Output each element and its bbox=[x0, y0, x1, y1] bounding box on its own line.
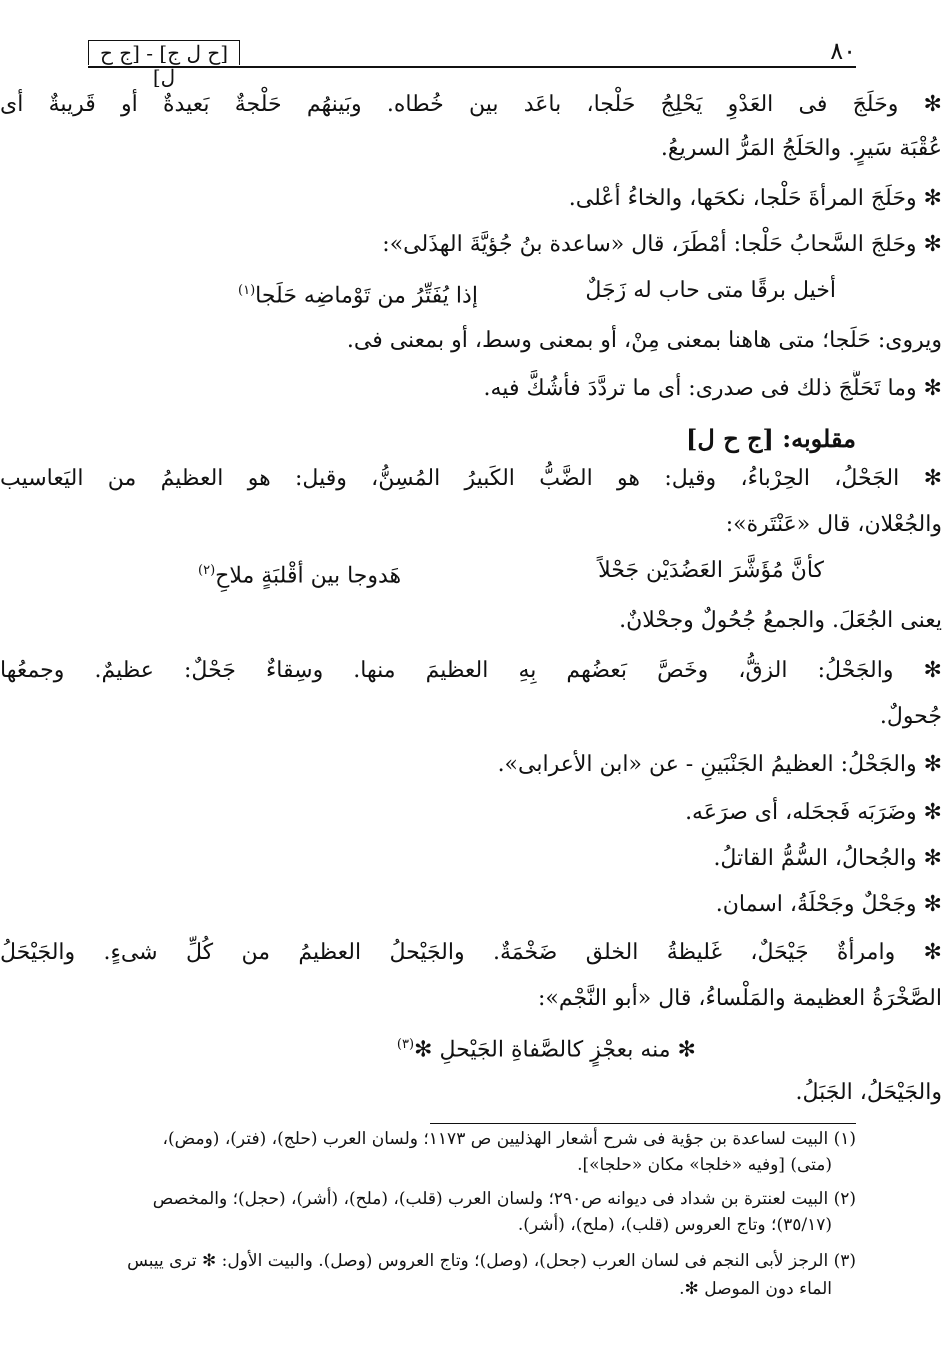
footnote-line: (٢) البيت لعنترة بن شداد فى ديوانه ص٢٩٠؛ ولسان العرب (قلب)، (ملح)، (أشر)، (حجل)؛ والمخصص bbox=[152, 1189, 856, 1209]
rajaz-verse bbox=[397, 1026, 696, 1069]
verse-hemistich-left bbox=[238, 272, 478, 315]
text-line: ✻ وما تَحَلَّجَ ذلك فى صدرى: أى ما تردَّدَ فأشُكَّ فيه. bbox=[483, 376, 942, 401]
section-title: مقلوبه: [ج ح ل] bbox=[686, 424, 856, 453]
text-line: ✻ والجَحْلُ: العظيمُ الجَنْبَينِ - عن «ابن الأعرابى». bbox=[497, 752, 942, 777]
footnote-line: الماء دون الموصل ✻. bbox=[679, 1279, 832, 1299]
footnote-marker: (٢) bbox=[198, 563, 216, 578]
footnote-rule bbox=[430, 1123, 856, 1124]
text-line: يعنى الجُعَلَ. والجمعُ جُحُولٌ وجحْلانٌ. bbox=[619, 608, 942, 633]
header-rule bbox=[88, 66, 856, 68]
text-line: ✻ وامرأةٌ جَيْحَلٌ، غَليظةُ الخلق ضَخْمَةٌ. والجَيْحلُ العظيمُ من كُلِّ شىءٍ. والجَيْحَلُ bbox=[0, 940, 942, 965]
text-line: ✻ وحَلَجَ فى العَدْوِ يَحْلِجُ حَلْجا، باعَد بين خُطاه. وبَينهُم حَلْجةٌ بَعيدةٌ أو قَريبةٌ أى bbox=[0, 92, 942, 117]
text-line: ويروى: حَلَجا؛ متى هاهنا بمعنى مِنْ، أو بمعنى وسط، أو بمعنى فى. bbox=[346, 328, 942, 353]
text-line: ✻ والجَحْلُ: الزقُّ، وخَصَّ بَعضُهم بِهِ العظيمَ منها. وسِقاءٌ جَحْلٌ: عظيمٌ. وجمعُها bbox=[0, 658, 942, 683]
text-line: ✻ وجَحْلٌ وجَحْلَةُ، اسمان. bbox=[715, 892, 942, 917]
verse-text: هَدوجا بين أقْلبَةٍ ملاحِ bbox=[215, 563, 402, 589]
verse-hemistich-right: أخيل برقًا متى حاب له زَجَلٌ bbox=[585, 278, 836, 303]
footnote-line: (متى) [وفيه «خلجا» مكان «حلجا»]. bbox=[577, 1155, 832, 1175]
text-line: ✻ وحَلَجَ المرأةَ حَلْجا، نكحَها، والخاءُ أعْلى. bbox=[568, 186, 942, 211]
text-line: ✻ الجَحْلُ، الحِرْباءُ، وقيل: هو الضَّبُّ الكَبيرُ المُسِنُّ، وقيل: هو العظيمُ من اليَعاسيب bbox=[0, 466, 942, 491]
text-line: والجَيْحَلُ، الجَبَلُ. bbox=[795, 1080, 942, 1105]
page-number: ٨٠ bbox=[830, 37, 856, 65]
verse-hemistich-left bbox=[198, 552, 401, 595]
footnote-marker: (١) bbox=[238, 283, 256, 298]
text-line: ✻ والجُحالُ، السُّمُّ القاتلُ. bbox=[713, 846, 942, 871]
footnote-line: (٣) الرجز لأبى النجم فى لسان العرب (جحل)، (وصل)؛ وتاج العروس (وصل). والبيت الأول: ✻ ترى ييبس bbox=[127, 1251, 856, 1271]
text-line: عُقْبَة سَيرٍ. والحَلَجُ المَرُّ السريعُ. bbox=[660, 136, 942, 161]
text-line: والجُعْلان، قال «عَنْتَرة»: bbox=[725, 512, 942, 537]
root-bracket-header: [ح ل ج] - [ج ح ل] bbox=[88, 40, 240, 65]
verse-text: إذا يُفَتِّرُ من تَوْماضِه حَلَجا bbox=[255, 283, 478, 309]
footnote-line: (٣٥/١٧)؛ وتاج العروس (قلب)، (ملح)، (أشر). bbox=[517, 1215, 832, 1235]
footnote-marker: (٣) bbox=[396, 1037, 415, 1052]
text-line: ✻ وضَرَبَه فَجحَله، أى صرَعَه. bbox=[685, 800, 942, 825]
verse-text: ✻ منه بعجْزٍ كالصَّفاةِ الجَيْحلِ ✻ bbox=[414, 1037, 696, 1063]
footnote-line: (١) البيت لساعدة بن جؤية فى شرح أشعار الهذليين ص ١١٧٣؛ ولسان العرب (حلج)، (فتر)، (ومض)، bbox=[162, 1129, 856, 1149]
verse-hemistich-right: كأنَّ مُؤَشَّرَ العَضُدَيْن جَحْلاً bbox=[598, 558, 824, 583]
text-line: الصَّخْرَةُ العظيمة والمَلْساءُ، قال «أبو النَّجْم»: bbox=[537, 986, 942, 1011]
text-line: ✻ وحَلجَ السَّحابُ حَلْجا: أمْطَرَ، قال «ساعدة بنُ جُؤيَّةَ الهذَلى»: bbox=[382, 232, 942, 257]
text-line: جُحولٌ. bbox=[879, 704, 942, 729]
